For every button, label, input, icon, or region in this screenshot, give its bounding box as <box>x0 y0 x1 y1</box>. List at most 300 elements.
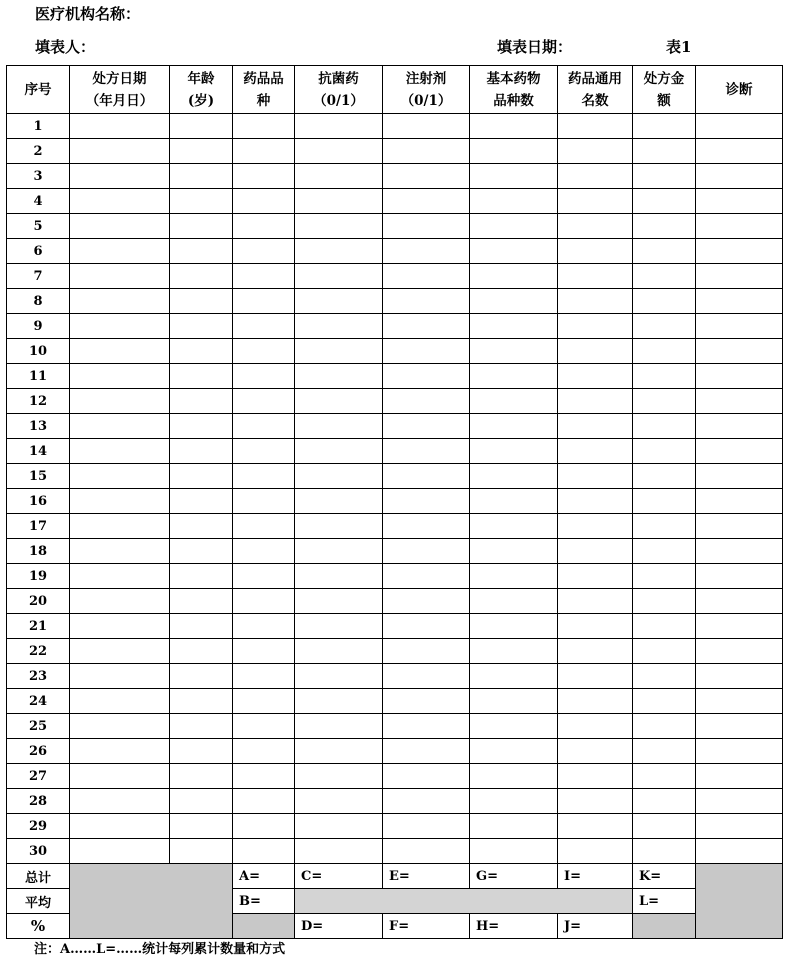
table-cell[interactable] <box>558 189 633 214</box>
table-cell[interactable] <box>170 139 233 164</box>
table-cell[interactable] <box>170 414 233 439</box>
table-row <box>7 689 783 714</box>
table-cell[interactable] <box>696 764 783 789</box>
table-cell[interactable] <box>295 114 383 139</box>
table-cell[interactable] <box>295 339 383 364</box>
table-cell[interactable] <box>696 114 783 139</box>
table-cell[interactable] <box>558 439 633 464</box>
table-cell[interactable] <box>170 489 233 514</box>
table-cell[interactable] <box>70 539 170 564</box>
table-cell[interactable] <box>233 439 295 464</box>
table-cell[interactable] <box>470 164 558 189</box>
table-cell[interactable] <box>70 364 170 389</box>
table-cell[interactable] <box>470 564 558 589</box>
table-cell[interactable] <box>295 564 383 589</box>
summary-g[interactable]: G= <box>470 864 558 889</box>
table-cell[interactable] <box>170 339 233 364</box>
table-cell[interactable] <box>470 464 558 489</box>
table-cell[interactable] <box>383 589 470 614</box>
table-cell[interactable] <box>233 489 295 514</box>
table-cell[interactable] <box>70 264 170 289</box>
table-cell[interactable] <box>383 764 470 789</box>
table-cell[interactable] <box>633 564 696 589</box>
table-cell[interactable] <box>70 214 170 239</box>
table-cell[interactable] <box>633 364 696 389</box>
table-cell[interactable] <box>558 664 633 689</box>
table-cell[interactable] <box>558 389 633 414</box>
summary-j[interactable]: J= <box>558 914 633 939</box>
table-cell[interactable] <box>383 514 470 539</box>
table-cell[interactable] <box>558 239 633 264</box>
table-cell[interactable] <box>633 139 696 164</box>
table-cell[interactable] <box>633 164 696 189</box>
table-cell[interactable] <box>633 814 696 839</box>
table-cell[interactable] <box>633 314 696 339</box>
table-cell[interactable] <box>70 689 170 714</box>
table-cell[interactable] <box>295 264 383 289</box>
table-cell[interactable] <box>170 464 233 489</box>
table-cell[interactable] <box>470 714 558 739</box>
table-cell[interactable] <box>233 239 295 264</box>
table-cell[interactable] <box>233 614 295 639</box>
table-cell[interactable] <box>233 139 295 164</box>
table-cell[interactable] <box>170 189 233 214</box>
table-cell[interactable] <box>696 139 783 164</box>
table-cell[interactable] <box>295 739 383 764</box>
table-cell[interactable] <box>383 464 470 489</box>
table-cell[interactable] <box>558 114 633 139</box>
table-cell[interactable] <box>633 114 696 139</box>
table-cell[interactable] <box>233 639 295 664</box>
table-cell[interactable] <box>233 789 295 814</box>
table-row <box>7 214 783 239</box>
table-cell[interactable] <box>233 739 295 764</box>
table-cell[interactable] <box>633 289 696 314</box>
table-cell[interactable] <box>696 264 783 289</box>
table-cell[interactable] <box>558 764 633 789</box>
table-cell[interactable] <box>233 539 295 564</box>
table-cell[interactable] <box>295 514 383 539</box>
table-cell[interactable] <box>295 239 383 264</box>
table-cell[interactable] <box>470 514 558 539</box>
table-cell[interactable] <box>233 814 295 839</box>
table-cell[interactable] <box>383 614 470 639</box>
table-cell[interactable] <box>233 364 295 389</box>
summary-b[interactable]: B= <box>233 889 295 914</box>
table-cell[interactable] <box>295 689 383 714</box>
table-cell[interactable] <box>558 164 633 189</box>
table-cell[interactable] <box>633 339 696 364</box>
table-cell[interactable] <box>233 389 295 414</box>
table-cell[interactable] <box>383 539 470 564</box>
row-index: 16 <box>7 489 70 514</box>
table-cell[interactable] <box>170 689 233 714</box>
table-cell[interactable] <box>470 339 558 364</box>
table-cell[interactable] <box>170 614 233 639</box>
table-cell[interactable] <box>470 539 558 564</box>
table-cell[interactable] <box>470 389 558 414</box>
table-cell[interactable] <box>233 689 295 714</box>
table-cell[interactable] <box>233 114 295 139</box>
col-date-header: 处方日期 （年月日） <box>70 66 170 114</box>
table-row <box>7 789 783 814</box>
table-cell[interactable] <box>295 614 383 639</box>
table-cell[interactable] <box>295 789 383 814</box>
table-cell[interactable] <box>696 389 783 414</box>
table-cell[interactable] <box>233 664 295 689</box>
table-cell[interactable] <box>633 439 696 464</box>
table-row <box>7 664 783 689</box>
table-cell[interactable] <box>633 639 696 664</box>
table-cell[interactable] <box>170 289 233 314</box>
table-cell[interactable] <box>295 489 383 514</box>
table-cell[interactable] <box>70 239 170 264</box>
table-cell[interactable] <box>70 814 170 839</box>
table-cell[interactable] <box>558 539 633 564</box>
table-cell[interactable] <box>558 314 633 339</box>
table-cell[interactable] <box>470 264 558 289</box>
table-cell[interactable] <box>233 589 295 614</box>
table-cell[interactable] <box>70 439 170 464</box>
table-cell[interactable] <box>70 514 170 539</box>
table-cell[interactable] <box>383 389 470 414</box>
percent-shaded-cell <box>233 914 295 939</box>
table-cell[interactable] <box>170 514 233 539</box>
table-cell[interactable] <box>233 264 295 289</box>
table-cell[interactable] <box>696 789 783 814</box>
table-cell[interactable] <box>696 814 783 839</box>
table-cell[interactable] <box>170 664 233 689</box>
table-cell[interactable] <box>696 339 783 364</box>
table-cell[interactable] <box>233 214 295 239</box>
table-cell[interactable] <box>696 739 783 764</box>
table-cell[interactable] <box>383 139 470 164</box>
table-cell[interactable] <box>633 614 696 639</box>
table-cell[interactable] <box>383 164 470 189</box>
table-cell[interactable] <box>470 814 558 839</box>
table-cell[interactable] <box>558 564 633 589</box>
table-cell[interactable] <box>170 589 233 614</box>
table-cell[interactable] <box>696 614 783 639</box>
table-cell[interactable] <box>633 764 696 789</box>
table-cell[interactable] <box>383 114 470 139</box>
summary-i[interactable]: I= <box>558 864 633 889</box>
table-cell[interactable] <box>470 239 558 264</box>
table-cell[interactable] <box>170 764 233 789</box>
table-cell[interactable] <box>470 689 558 714</box>
table-cell[interactable] <box>696 189 783 214</box>
table-cell[interactable] <box>696 314 783 339</box>
table-cell[interactable] <box>233 414 295 439</box>
table-row <box>7 464 783 489</box>
table-cell[interactable] <box>558 464 633 489</box>
table-cell[interactable] <box>558 489 633 514</box>
summary-e[interactable]: E= <box>383 864 470 889</box>
table-cell[interactable] <box>470 114 558 139</box>
table-cell[interactable] <box>170 839 233 864</box>
table-cell[interactable] <box>696 464 783 489</box>
table-cell[interactable] <box>295 364 383 389</box>
table-cell[interactable] <box>295 389 383 414</box>
table-cell[interactable] <box>696 689 783 714</box>
table-cell[interactable] <box>558 214 633 239</box>
table-cell[interactable] <box>170 439 233 464</box>
table-cell[interactable] <box>383 364 470 389</box>
col-diagnosis-header: 诊断 <box>696 66 783 114</box>
table-cell[interactable] <box>470 189 558 214</box>
table-cell[interactable] <box>633 489 696 514</box>
table-cell[interactable] <box>170 314 233 339</box>
table-cell[interactable] <box>70 189 170 214</box>
table-cell[interactable] <box>696 664 783 689</box>
table-cell[interactable] <box>295 439 383 464</box>
table-cell[interactable] <box>70 139 170 164</box>
table-row <box>7 339 783 364</box>
table-cell[interactable] <box>70 789 170 814</box>
table-cell[interactable] <box>470 364 558 389</box>
table-cell[interactable] <box>295 664 383 689</box>
table-cell[interactable] <box>633 739 696 764</box>
table-cell[interactable] <box>383 814 470 839</box>
table-cell[interactable] <box>295 639 383 664</box>
table-cell[interactable] <box>233 764 295 789</box>
table-cell[interactable] <box>558 614 633 639</box>
table-cell[interactable] <box>696 839 783 864</box>
table-cell[interactable] <box>696 564 783 589</box>
table-cell[interactable] <box>558 139 633 164</box>
table-cell[interactable] <box>383 339 470 364</box>
table-cell[interactable] <box>558 714 633 739</box>
table-cell[interactable] <box>696 439 783 464</box>
table-cell[interactable] <box>470 789 558 814</box>
table-cell[interactable] <box>470 664 558 689</box>
table-cell[interactable] <box>383 639 470 664</box>
table-cell[interactable] <box>633 239 696 264</box>
table-number: 表1 <box>666 38 692 56</box>
table-cell[interactable] <box>696 514 783 539</box>
institution-name-label: 医疗机构名称： <box>35 5 141 23</box>
table-cell[interactable] <box>70 589 170 614</box>
table-cell[interactable] <box>295 164 383 189</box>
table-cell[interactable] <box>233 289 295 314</box>
table-cell[interactable] <box>170 789 233 814</box>
table-cell[interactable] <box>233 189 295 214</box>
summary-d[interactable]: D= <box>295 914 383 939</box>
table-cell[interactable] <box>170 539 233 564</box>
table-cell[interactable] <box>633 389 696 414</box>
table-cell[interactable] <box>233 314 295 339</box>
table-cell[interactable] <box>233 839 295 864</box>
table-cell[interactable] <box>633 514 696 539</box>
table-cell[interactable] <box>70 339 170 364</box>
table-cell[interactable] <box>470 739 558 764</box>
table-cell[interactable] <box>383 439 470 464</box>
table-cell[interactable] <box>558 289 633 314</box>
table-cell[interactable] <box>633 689 696 714</box>
summary-l[interactable]: L= <box>633 889 696 914</box>
table-cell[interactable] <box>470 439 558 464</box>
table-cell[interactable] <box>558 414 633 439</box>
table-cell[interactable] <box>233 564 295 589</box>
table-cell[interactable] <box>470 289 558 314</box>
table-cell[interactable] <box>633 214 696 239</box>
table-cell[interactable] <box>70 614 170 639</box>
table-cell[interactable] <box>70 464 170 489</box>
table-cell[interactable] <box>70 114 170 139</box>
table-row <box>7 514 783 539</box>
table-cell[interactable] <box>696 239 783 264</box>
table-cell[interactable] <box>696 289 783 314</box>
table-cell[interactable] <box>233 464 295 489</box>
table-cell[interactable] <box>383 664 470 689</box>
row-index: 8 <box>7 289 70 314</box>
table-cell[interactable] <box>558 739 633 764</box>
table-cell[interactable] <box>70 289 170 314</box>
table-cell[interactable] <box>696 639 783 664</box>
table-cell[interactable] <box>295 189 383 214</box>
table-cell[interactable] <box>70 739 170 764</box>
table-cell[interactable] <box>383 689 470 714</box>
table-cell[interactable] <box>633 414 696 439</box>
table-cell[interactable] <box>383 414 470 439</box>
table-cell[interactable] <box>558 339 633 364</box>
table-cell[interactable] <box>295 314 383 339</box>
table-cell[interactable] <box>170 639 233 664</box>
table-cell[interactable] <box>295 414 383 439</box>
table-cell[interactable] <box>696 364 783 389</box>
table-cell[interactable] <box>383 239 470 264</box>
summary-a[interactable]: A= <box>233 864 295 889</box>
table-cell[interactable] <box>696 489 783 514</box>
table-cell[interactable] <box>170 114 233 139</box>
table-cell[interactable] <box>295 814 383 839</box>
table-cell[interactable] <box>383 289 470 314</box>
table-cell[interactable] <box>383 264 470 289</box>
table-cell[interactable] <box>170 264 233 289</box>
table-cell[interactable] <box>696 214 783 239</box>
table-cell[interactable] <box>696 164 783 189</box>
table-cell[interactable] <box>170 814 233 839</box>
table-cell[interactable] <box>633 189 696 214</box>
table-cell[interactable] <box>470 214 558 239</box>
summary-f[interactable]: F= <box>383 914 470 939</box>
table-cell[interactable] <box>170 239 233 264</box>
table-cell[interactable] <box>383 314 470 339</box>
table-cell[interactable] <box>383 189 470 214</box>
table-cell[interactable] <box>696 589 783 614</box>
table-cell[interactable] <box>70 664 170 689</box>
table-cell[interactable] <box>233 714 295 739</box>
table-cell[interactable] <box>470 614 558 639</box>
table-cell[interactable] <box>558 789 633 814</box>
table-cell[interactable] <box>470 639 558 664</box>
table-cell[interactable] <box>170 389 233 414</box>
table-cell[interactable] <box>633 589 696 614</box>
table-cell[interactable] <box>696 714 783 739</box>
table-cell[interactable] <box>70 489 170 514</box>
table-cell[interactable] <box>70 414 170 439</box>
table-cell[interactable] <box>170 164 233 189</box>
table-cell[interactable] <box>470 139 558 164</box>
table-cell[interactable] <box>233 339 295 364</box>
table-cell[interactable] <box>633 714 696 739</box>
table-cell[interactable] <box>383 214 470 239</box>
table-cell[interactable] <box>170 714 233 739</box>
table-cell[interactable] <box>558 814 633 839</box>
table-cell[interactable] <box>170 364 233 389</box>
table-cell[interactable] <box>696 414 783 439</box>
table-cell[interactable] <box>295 714 383 739</box>
table-cell[interactable] <box>295 464 383 489</box>
table-cell[interactable] <box>295 539 383 564</box>
table-cell[interactable] <box>558 639 633 664</box>
table-cell[interactable] <box>696 539 783 564</box>
table-cell[interactable] <box>383 789 470 814</box>
table-cell[interactable] <box>470 414 558 439</box>
table-cell[interactable] <box>470 314 558 339</box>
table-cell[interactable] <box>70 564 170 589</box>
table-cell[interactable] <box>633 839 696 864</box>
table-cell[interactable] <box>558 839 633 864</box>
summary-c[interactable]: C= <box>295 864 383 889</box>
col-essential-drugs-header: 基本药物 品种数 <box>470 66 558 114</box>
table-cell[interactable] <box>470 589 558 614</box>
table-cell[interactable] <box>70 164 170 189</box>
footnote: 注：A……L=……统计每列累计数量和方式 <box>34 942 286 957</box>
table-cell[interactable] <box>633 789 696 814</box>
table-cell[interactable] <box>70 839 170 864</box>
table-cell[interactable] <box>383 714 470 739</box>
table-cell[interactable] <box>233 514 295 539</box>
table-cell[interactable] <box>170 214 233 239</box>
table-cell[interactable] <box>170 564 233 589</box>
table-cell[interactable] <box>295 289 383 314</box>
table-cell[interactable] <box>295 139 383 164</box>
average-shaded-cell <box>295 889 633 914</box>
table-cell[interactable] <box>383 489 470 514</box>
table-cell[interactable] <box>70 314 170 339</box>
table-cell[interactable] <box>70 639 170 664</box>
table-cell[interactable] <box>170 739 233 764</box>
table-cell[interactable] <box>295 839 383 864</box>
table-cell[interactable] <box>633 264 696 289</box>
table-cell[interactable] <box>295 764 383 789</box>
table-cell[interactable] <box>383 839 470 864</box>
table-cell[interactable] <box>383 564 470 589</box>
table-cell[interactable] <box>558 589 633 614</box>
table-cell[interactable] <box>558 264 633 289</box>
table-cell[interactable] <box>633 464 696 489</box>
table-cell[interactable] <box>470 839 558 864</box>
table-cell[interactable] <box>633 664 696 689</box>
summary-k[interactable]: K= <box>633 864 696 889</box>
table-cell[interactable] <box>470 489 558 514</box>
table-cell[interactable] <box>470 764 558 789</box>
table-cell[interactable] <box>383 739 470 764</box>
table-cell[interactable] <box>70 764 170 789</box>
table-cell[interactable] <box>295 214 383 239</box>
summary-h[interactable]: H= <box>470 914 558 939</box>
table-cell[interactable] <box>70 714 170 739</box>
table-cell[interactable] <box>633 539 696 564</box>
table-cell[interactable] <box>233 164 295 189</box>
table-cell[interactable] <box>558 689 633 714</box>
summary-shaded-cell <box>70 864 233 939</box>
table-cell[interactable] <box>558 364 633 389</box>
table-cell[interactable] <box>70 389 170 414</box>
table-cell[interactable] <box>558 514 633 539</box>
table-cell[interactable] <box>295 589 383 614</box>
